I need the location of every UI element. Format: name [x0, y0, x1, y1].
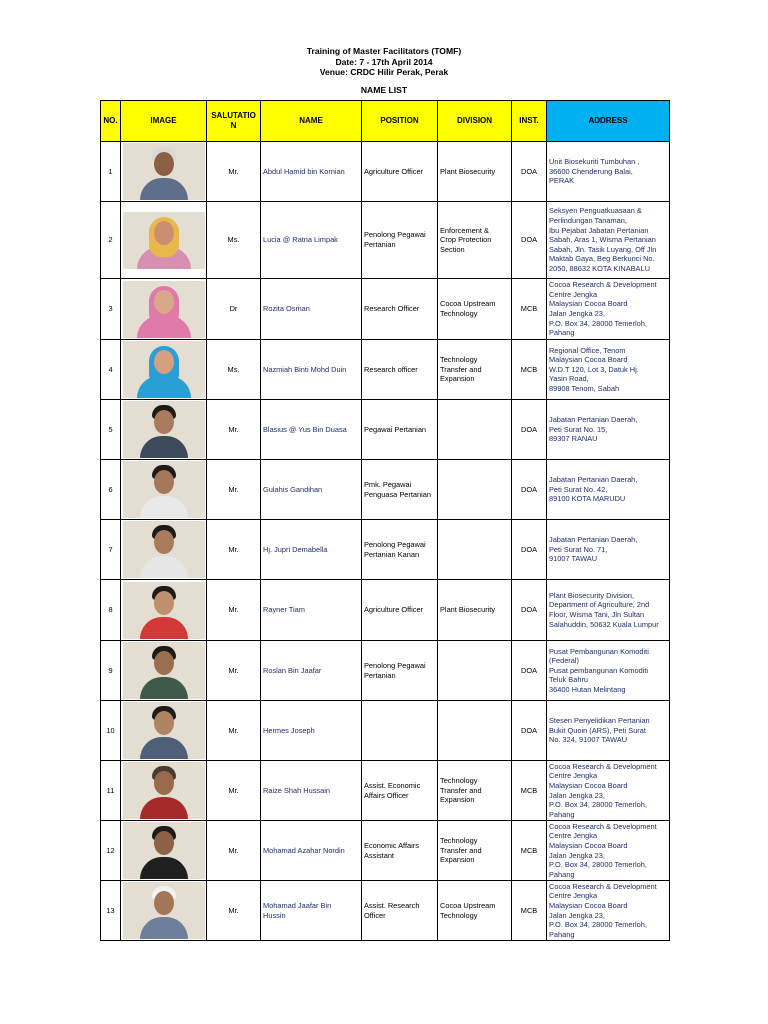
photo-shirt	[140, 917, 188, 939]
name-cell: Mohamad Jaafar Bin Hussin	[261, 881, 362, 941]
row-number: 2	[101, 202, 121, 279]
document-header	[0, 46, 768, 78]
header-image: IMAGE	[121, 101, 207, 142]
salutation-cell: Mr.	[207, 641, 261, 701]
photo-shirt	[140, 857, 188, 879]
position-cell: Pegawai Pertanian	[362, 400, 438, 460]
participant-photo-cell	[121, 580, 207, 641]
name-cell: Lucia @ Ratna Limpak	[261, 202, 362, 279]
row-number: 8	[101, 580, 121, 641]
division-cell: Cocoa Upstream Technology	[438, 279, 512, 340]
training-venue: Venue: CRDC Hilir Perak, Perak	[319, 67, 449, 77]
address-cell: Unit Biosekuriti Tumbuhan , 36600 Chenderung Balai, PERAK	[547, 142, 670, 202]
name-cell: Rayner Tiam	[261, 580, 362, 641]
header-division: DIVISION	[438, 101, 512, 142]
salutation-cell: Mr.	[207, 701, 261, 761]
institution-cell: DOA	[512, 520, 547, 580]
division-cell: Plant Biosecurity	[438, 142, 512, 202]
participant-photo-cell	[121, 881, 207, 941]
division-cell: Technology Transfer and Expansion	[438, 821, 512, 881]
row-number: 10	[101, 701, 121, 761]
salutation-cell: Mr.	[207, 881, 261, 941]
table-row	[101, 460, 670, 520]
table-row	[101, 881, 670, 941]
participant-photo	[123, 143, 205, 200]
photo-face	[154, 831, 174, 855]
institution-cell: MCB	[512, 761, 547, 821]
photo-face	[154, 591, 174, 615]
participant-photo-cell	[121, 142, 207, 202]
photo-face	[154, 651, 174, 675]
participant-photo	[123, 762, 205, 819]
row-number: 13	[101, 881, 121, 941]
participant-photo	[123, 212, 205, 269]
participant-table	[100, 100, 670, 941]
institution-cell: MCB	[512, 881, 547, 941]
participant-photo-cell	[121, 340, 207, 400]
photo-shirt	[140, 556, 188, 578]
participant-photo-cell	[121, 641, 207, 701]
table-row	[101, 580, 670, 641]
participant-photo	[123, 401, 205, 458]
institution-cell: DOA	[512, 400, 547, 460]
position-cell: Penolong Pegawai Pertanian	[362, 641, 438, 701]
row-number: 11	[101, 761, 121, 821]
row-number: 7	[101, 520, 121, 580]
photo-shirt	[140, 496, 188, 518]
table-row	[101, 202, 670, 279]
address-cell: Plant Biosecurity Division, Department of Agriculture, 2nd Floor, Wisma Tani, Jln Sultan Salahuddin, 50632 Kuala Lumpur	[547, 580, 670, 641]
name-cell: Abdul Hamid bin Kornian	[261, 142, 362, 202]
name-cell: Nazmiah Binti Mohd Duin	[261, 340, 362, 400]
salutation-cell: Ms.	[207, 340, 261, 400]
institution-cell: MCB	[512, 279, 547, 340]
position-cell: Economic Affairs Assistant	[362, 821, 438, 881]
training-date: Date: 7 - 17th April 2014	[335, 56, 433, 67]
institution-cell: DOA	[512, 460, 547, 520]
position-cell: Assist. Economic Affairs Officer	[362, 761, 438, 821]
table-row	[101, 701, 670, 761]
name-cell: Roslan Bin Jaafar	[261, 641, 362, 701]
salutation-cell: Mr.	[207, 580, 261, 641]
division-cell	[438, 520, 512, 580]
name-cell: Gulahis Gandihan	[261, 460, 362, 520]
division-cell: Cocoa Upstream Technology	[438, 881, 512, 941]
address-cell: Jabatan Pertanian Daerah, Peti Surat No. 71, 91007 TAWAU	[547, 520, 670, 580]
division-cell: Technology Transfer and Expansion	[438, 340, 512, 400]
table-row	[101, 279, 670, 340]
participant-photo-cell	[121, 821, 207, 881]
photo-face	[154, 290, 174, 314]
header-salutation: SALUTATION	[207, 101, 261, 142]
participant-photo	[123, 822, 205, 879]
institution-cell: DOA	[512, 641, 547, 701]
row-number: 12	[101, 821, 121, 881]
salutation-cell: Mr.	[207, 520, 261, 580]
salutation-cell: Mr.	[207, 460, 261, 520]
row-number: 5	[101, 400, 121, 460]
participant-photo	[123, 702, 205, 759]
institution-cell: DOA	[512, 580, 547, 641]
division-cell: Plant Biosecurity	[438, 580, 512, 641]
participant-photo-cell	[121, 460, 207, 520]
position-cell: Penolong Pegawai Pertanian	[362, 202, 438, 279]
photo-face	[154, 221, 174, 245]
salutation-cell: Dr	[207, 279, 261, 340]
participant-photo-cell	[121, 761, 207, 821]
address-cell: Seksyen Penguatkuasaan & Perlindungan Tanaman, Ibu Pejabat Jabatan Pertanian Sabah, Aras 1, Wisma Pertanian Sabah, Jln. Tasik Luyang, Off Jln Maktab Gaya, Beg Berkunci No. 2050, 88632 KOTA KINABALU	[547, 202, 670, 279]
position-cell: Research Officer	[362, 279, 438, 340]
salutation-cell: Mr.	[207, 400, 261, 460]
division-cell	[438, 400, 512, 460]
name-cell: Mohamad Azahar Nordin	[261, 821, 362, 881]
header-name: NAME	[261, 101, 362, 142]
address-cell: Stesen Penyelidikan Pertanian Bukit Quoin (ARS), Peti Surat No. 324, 91007 TAWAU	[547, 701, 670, 761]
division-cell: Technology Transfer and Expansion	[438, 761, 512, 821]
participant-photo-cell	[121, 400, 207, 460]
table-row	[101, 641, 670, 701]
row-number: 3	[101, 279, 121, 340]
name-cell: Hermes Joseph	[261, 701, 362, 761]
table-row	[101, 400, 670, 460]
participant-photo	[123, 281, 205, 338]
participant-photo-cell	[121, 701, 207, 761]
photo-shirt	[140, 797, 188, 819]
participant-photo	[123, 521, 205, 578]
table-row	[101, 520, 670, 580]
position-cell: Research officer	[362, 340, 438, 400]
participant-photo	[123, 582, 205, 639]
name-cell: Raize Shah Hussain	[261, 761, 362, 821]
salutation-cell: Mr.	[207, 142, 261, 202]
header-address: ADDRESS	[547, 101, 670, 142]
institution-cell: DOA	[512, 142, 547, 202]
row-number: 6	[101, 460, 121, 520]
photo-shirt	[140, 178, 188, 200]
division-cell: Enforcement & Crop Protection Section	[438, 202, 512, 279]
address-cell: Jabatan Pertanian Daerah, Peti Surat No. 42, 89100 KOTA MARUDU	[547, 460, 670, 520]
table-row	[101, 761, 670, 821]
photo-shirt	[140, 617, 188, 639]
position-cell: Agriculture Officer	[362, 580, 438, 641]
photo-face	[154, 350, 174, 374]
salutation-cell: Mr.	[207, 761, 261, 821]
header-no: NO.	[101, 101, 121, 142]
photo-face	[154, 891, 174, 915]
photo-face	[154, 711, 174, 735]
position-cell: Agriculture Officer	[362, 142, 438, 202]
institution-cell: DOA	[512, 202, 547, 279]
photo-face	[154, 152, 174, 176]
participant-photo-cell	[121, 202, 207, 279]
address-cell: Jabatan Pertanian Daerah, Peti Surat No. 15, 89307 RANAU	[547, 400, 670, 460]
photo-shirt	[140, 436, 188, 458]
participant-photo	[123, 642, 205, 699]
institution-cell: DOA	[512, 701, 547, 761]
table-row	[101, 142, 670, 202]
position-cell: Pmk. Pegawai Penguasa Pertanian	[362, 460, 438, 520]
photo-face	[154, 530, 174, 554]
photo-face	[154, 771, 174, 795]
training-title: Training of Master Facilitators (TOMF)	[306, 46, 462, 56]
photo-shirt	[140, 677, 188, 699]
position-cell: Penolong Pegawai Pertanian Kanan	[362, 520, 438, 580]
photo-face	[154, 410, 174, 434]
institution-cell: MCB	[512, 821, 547, 881]
address-cell: Pusat Pembangunan Komoditi (Federal) Pusat pembangunan Komoditi Teluk Bahru 36400 Hutan Melintang	[547, 641, 670, 701]
name-cell: Blasius @ Yus Bin Duasa	[261, 400, 362, 460]
name-cell: Hj. Jupri Demabella	[261, 520, 362, 580]
participant-photo	[123, 461, 205, 518]
salutation-cell: Mr.	[207, 821, 261, 881]
participant-photo-cell	[121, 520, 207, 580]
photo-face	[154, 470, 174, 494]
name-list-title: NAME LIST	[360, 85, 408, 95]
address-cell: Regional Office, Tenom Malaysian Cocoa Board W.D.T 120, Lot 3, Datuk Hj. Yasin Road, 89908 Tenom, Sabah	[547, 340, 670, 400]
salutation-cell: Ms.	[207, 202, 261, 279]
participant-photo	[123, 882, 205, 939]
table-row	[101, 340, 670, 400]
address-cell: Cocoa Research & Development Centre Jengka Malaysian Cocoa Board Jalan Jengka 23, P.O. Box 34, 28000 Temerloh, Pahang	[547, 279, 670, 340]
position-cell	[362, 701, 438, 761]
address-cell: Cocoa Research & Development Centre Jengka Malaysian Cocoa Board Jalan Jengka 23, P.O. Box 34, 28000 Temerloh, Pahang	[547, 821, 670, 881]
photo-shirt	[140, 737, 188, 759]
division-cell	[438, 701, 512, 761]
name-cell: Rozita Osman	[261, 279, 362, 340]
address-cell: Cocoa Research & Development Centre Jengka Malaysian Cocoa Board Jalan Jengka 23, P.O. Box 34, 28000 Temerloh, Pahang	[547, 881, 670, 941]
row-number: 1	[101, 142, 121, 202]
division-cell	[438, 460, 512, 520]
participant-photo	[123, 341, 205, 398]
division-cell	[438, 641, 512, 701]
position-cell: Assist. Research Officer	[362, 881, 438, 941]
header-position: POSITION	[362, 101, 438, 142]
row-number: 4	[101, 340, 121, 400]
row-number: 9	[101, 641, 121, 701]
address-cell: Cocoa Research & Development Centre Jengka Malaysian Cocoa Board Jalan Jengka 23, P.O. Box 34, 28000 Temerloh, Pahang	[547, 761, 670, 821]
participant-photo-cell	[121, 279, 207, 340]
header-inst: INST.	[512, 101, 547, 142]
table-row	[101, 821, 670, 881]
institution-cell: MCB	[512, 340, 547, 400]
table-header-row	[101, 101, 670, 142]
